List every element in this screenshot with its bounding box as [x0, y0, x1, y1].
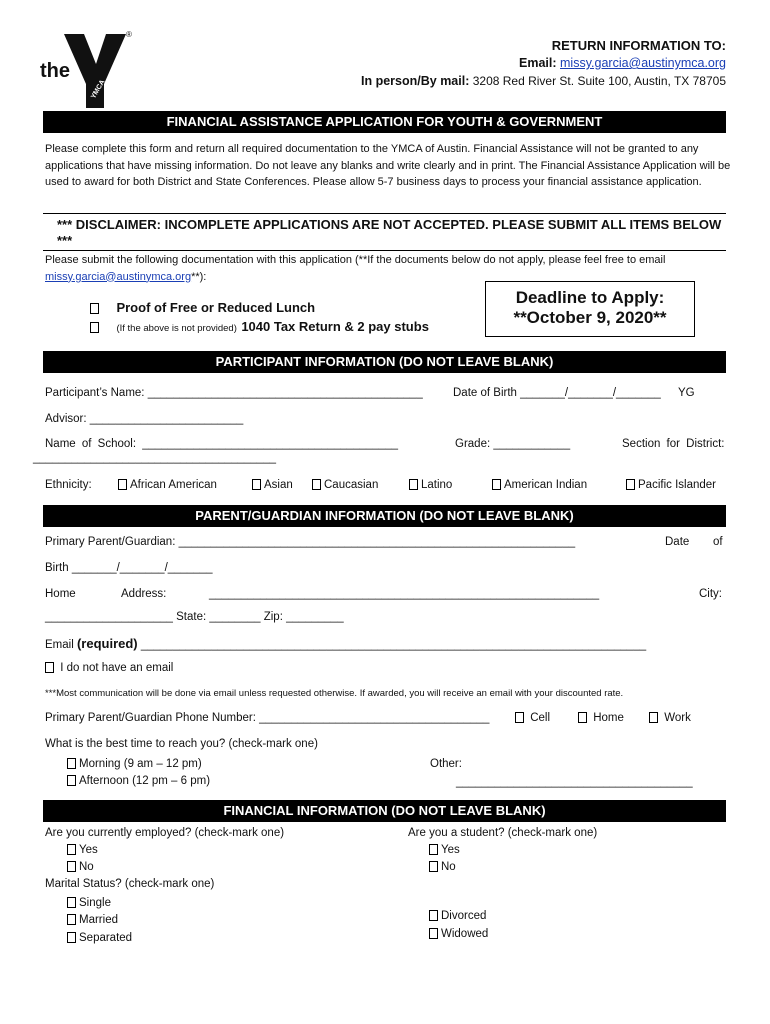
email-row [45, 636, 646, 651]
marital-separated[interactable]: Separated [67, 932, 132, 944]
doc-item-lunch [90, 299, 315, 317]
return-mail-row [361, 74, 726, 88]
form-title: FINANCIAL ASSISTANCE APPLICATION FOR YOUTH & GOVERNMENT [43, 111, 726, 133]
section-label: Section for District: [622, 438, 725, 450]
logo-ymca: YMCA [90, 78, 107, 101]
return-heading: RETURN INFORMATION TO: [551, 38, 726, 53]
ethnicity-african-american[interactable]: African American [118, 479, 217, 491]
marital-divorced[interactable]: Divorced [429, 910, 486, 922]
deadline-line1: Deadline to Apply: [515, 288, 665, 307]
other-field[interactable]: _____________________________________ [456, 776, 693, 788]
time-afternoon[interactable]: Afternoon (12 pm – 6 pm) [67, 775, 210, 787]
doc-item-tax [90, 318, 429, 336]
return-email-row [519, 56, 726, 70]
student-question: Are you a student? (check-mark one) [408, 827, 598, 839]
logo-registered: ® [126, 30, 132, 39]
address-field[interactable]: _____________________________________________________________ [209, 588, 600, 600]
employed-question: Are you currently employed? (check-mark one) [45, 827, 285, 839]
advisor-field[interactable]: Advisor: ________________________ [45, 413, 244, 425]
checkbox-lunch[interactable] [90, 303, 99, 314]
doc-item-lunch-label: Proof of Free or Reduced Lunch [116, 300, 316, 315]
section-field[interactable]: ______________________________________ [33, 452, 277, 464]
other-label: Other: [430, 758, 462, 770]
ethnicity-label: Ethnicity: [45, 479, 92, 491]
marital-single[interactable]: Single [67, 897, 111, 909]
address-label: Address: [121, 588, 167, 600]
parent-header: PARENT/GUARDIAN INFORMATION (DO NOT LEAVE BLANK) [43, 505, 726, 527]
deadline-line2: **October 9, 2020** [513, 308, 667, 327]
marital-widowed[interactable]: Widowed [429, 928, 488, 940]
ymca-logo [38, 30, 138, 110]
parent-birth-field[interactable]: Birth _______/_______/_______ [45, 562, 213, 574]
best-time-question: What is the best time to reach you? (check-mark one) [45, 738, 318, 750]
participant-header: PARTICIPANT INFORMATION (DO NOT LEAVE BLANK) [43, 351, 726, 373]
of-label: of [713, 536, 723, 548]
docs-text: Please submit the following documentation with this application (**If the documents below do not apply, please feel free to email [45, 254, 666, 266]
phone-cell[interactable]: Cell [515, 712, 550, 724]
email-field[interactable]: _______________________________________________________________________________ [140, 639, 647, 651]
checkbox-tax[interactable] [90, 322, 99, 333]
docs-email-link[interactable]: missy.garcia@austinymca.org [45, 270, 192, 283]
no-email-option[interactable]: I do not have an email [45, 662, 173, 674]
doc-item-tax-label: 1040 Tax Return & 2 pay stubs [241, 319, 429, 334]
state-zip-field[interactable]: ____________________ State: ________ Zip: _________ [45, 611, 344, 623]
school-field[interactable]: Name of School: ________________________________________ [45, 438, 399, 450]
participant-name-field[interactable]: Participant’s Name: ___________________________________________ [45, 387, 423, 399]
date-label: Date [665, 536, 690, 548]
ethnicity-latino[interactable]: Latino [409, 479, 452, 491]
intro-paragraph: Please complete this form and return all required documentation to the YMCA of Austin. Financial Assistance will not be granted to any applications that have missing information. Do not leave any blanks and write clearly and in print. The Financial Assistance Application will be used to award for both District and State Conferences. Please allow 5-7 business days to process your financial assistance application. [45, 143, 731, 188]
ethnicity-asian[interactable]: Asian [252, 479, 293, 491]
phone-field[interactable]: Primary Parent/Guardian Phone Number: ____________________________________ [45, 712, 490, 724]
email-label: Email [45, 639, 74, 651]
employed-no[interactable]: No [67, 861, 94, 873]
participant-yg: YG [678, 387, 695, 399]
disclaimer: *** DISCLAIMER: INCOMPLETE APPLICATIONS ARE NOT ACCEPTED. PLEASE SUBMIT ALL ITEMS BELOW *** [57, 217, 722, 248]
ethnicity-american-indian[interactable]: American Indian [492, 479, 587, 491]
student-yes[interactable]: Yes [429, 844, 460, 856]
ethnicity-caucasian[interactable]: Caucasian [312, 479, 378, 491]
ethnicity-pacific-islander[interactable]: Pacific Islander [626, 479, 716, 491]
grade-field[interactable]: Grade: ____________ [455, 438, 571, 450]
phone-home[interactable]: Home [578, 712, 624, 724]
return-mail-address: 3208 Red River St. Suite 100, Austin, TX 78705 [472, 74, 726, 88]
return-email-label: Email: [519, 56, 557, 70]
primary-parent-field[interactable]: Primary Parent/Guardian: ______________________________________________________________ [45, 536, 576, 548]
phone-work[interactable]: Work [649, 712, 691, 724]
docs-tail: **): [191, 270, 207, 283]
email-required: (required) [76, 636, 138, 651]
student-no[interactable]: No [429, 861, 456, 873]
communication-note: ***Most communication will be done via email unless requested otherwise. If awarded, you will receive an email with your discounted rate. [45, 688, 624, 699]
participant-dob-field[interactable]: Date of Birth _______/_______/_______ [453, 387, 661, 399]
employed-yes[interactable]: Yes [67, 844, 98, 856]
time-morning[interactable]: Morning (9 am – 12 pm) [67, 758, 202, 770]
marital-married[interactable]: Married [67, 914, 118, 926]
home-label: Home [45, 588, 76, 600]
return-mail-label: In person/By mail: [361, 74, 470, 88]
logo-the: the [40, 60, 70, 82]
deadline-box [485, 281, 695, 337]
city-label: City: [699, 588, 722, 600]
doc-item-tax-note: (If the above is not provided) [116, 323, 237, 334]
marital-question: Marital Status? (check-mark one) [45, 878, 215, 890]
financial-header: FINANCIAL INFORMATION (DO NOT LEAVE BLANK) [43, 800, 726, 822]
return-email-link[interactable]: missy.garcia@austinymca.org [560, 56, 726, 70]
